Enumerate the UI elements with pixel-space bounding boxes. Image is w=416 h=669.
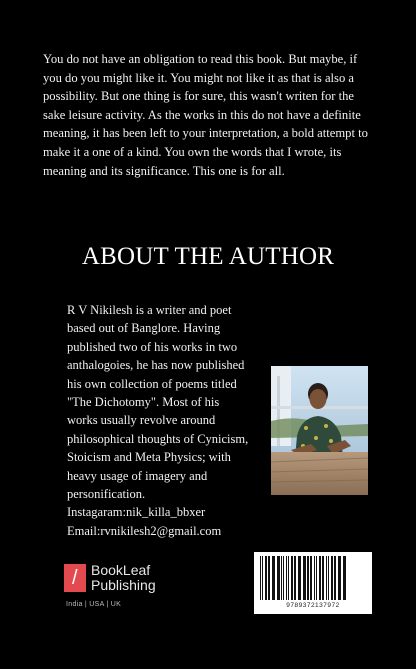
barcode-bar	[338, 556, 341, 600]
barcode-bar	[298, 556, 301, 600]
barcode-bar	[310, 556, 312, 600]
author-email: Email:rvnikilesh2@gmail.com	[67, 523, 222, 538]
barcode-bar	[331, 556, 333, 600]
bio-line: Stoicism and Meta Physics; with	[67, 450, 231, 465]
publisher-logo	[64, 564, 184, 614]
bio-line: personification.	[67, 487, 146, 502]
bio-line: anthalogoies, he has now published	[67, 358, 245, 373]
barcode-bar	[286, 556, 287, 600]
publisher-regions: India | USA | UK	[66, 601, 122, 608]
barcode-bar	[319, 556, 321, 600]
barcode-bars	[260, 556, 366, 600]
barcode-bar	[334, 556, 336, 600]
barcode-bar	[322, 556, 324, 600]
barcode-bar	[316, 556, 317, 600]
bio-line: published two of his works in two	[67, 339, 238, 354]
barcode-bar	[326, 556, 327, 600]
instagram-handle: Instagaram:nik_killa_bbxer	[67, 505, 206, 520]
barcode-bar	[291, 556, 293, 600]
bio-line: philosophical thoughts of Cynicism,	[67, 431, 249, 446]
barcode-bar	[294, 556, 296, 600]
barcode-bar	[277, 556, 280, 600]
slash-icon: /	[72, 567, 78, 589]
barcode-bar	[268, 556, 270, 600]
bio-line: based out of Banglore. Having	[67, 321, 221, 336]
barcode-bar	[303, 556, 306, 600]
barcode-bar	[307, 556, 309, 600]
barcode-bar	[265, 556, 267, 600]
bio-line: "The Dichotomy". Most of his	[67, 395, 220, 410]
publisher-name-line1: BookLeaf	[91, 562, 151, 578]
barcode-bar	[260, 556, 261, 600]
author-photo	[271, 366, 368, 495]
bio-line: R V Nikilesh is a writer and poet	[67, 303, 232, 317]
publisher-logo-mark	[64, 564, 86, 592]
barcode-bar	[328, 556, 329, 600]
barcode-bar	[314, 556, 315, 600]
isbn-number: 9789372137972	[286, 602, 340, 609]
author-bio	[67, 301, 292, 540]
bio-line: heavy usage of imagery and	[67, 468, 208, 483]
bio-line: his own collection of poems titled	[67, 376, 237, 391]
barcode-bar	[343, 556, 346, 600]
bio-line: works usually revolve around	[67, 413, 216, 428]
barcode-bar	[262, 556, 263, 600]
publisher-name-line2: Publishing	[91, 577, 156, 593]
barcode-bar	[288, 556, 289, 600]
barcode-bar	[272, 556, 275, 600]
publisher-name	[91, 563, 156, 593]
back-cover-blurb: You do not have an obligation to read this book. But maybe, if you do you might like it. You might not like it as that is also a possibility. But one thing is for sure, this wasn't writen for the sake leisure activity. As the works in this do not have a definite meaning, it has been left to your interpretation, a bold attempt to make it a one of a kind. You own the words that I wrote, its meaning and its significance. This one is for all.	[43, 52, 368, 178]
barcode-bar	[281, 556, 282, 600]
isbn-barcode	[254, 552, 372, 614]
barcode-bar	[283, 556, 284, 600]
about-author-heading: ABOUT THE AUTHOR	[81, 243, 335, 270]
